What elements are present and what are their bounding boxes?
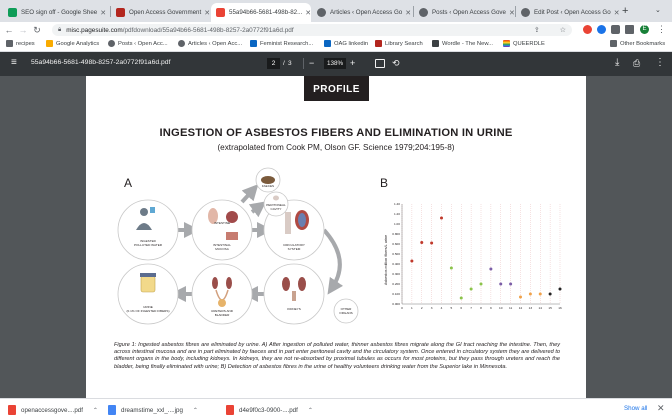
peritoneal-icon bbox=[273, 196, 279, 201]
sidebar-icon[interactable] bbox=[625, 25, 634, 34]
x-tick-label: 13 bbox=[528, 306, 533, 310]
print-icon[interactable]: ⎙ bbox=[633, 58, 641, 68]
linkedin-icon bbox=[324, 40, 331, 47]
x-tick-label: 14 bbox=[538, 306, 542, 310]
x-tick-label: 16 bbox=[558, 306, 562, 310]
data-point bbox=[430, 242, 433, 245]
pdf-page bbox=[86, 76, 586, 398]
total-pages: 3 bbox=[288, 60, 292, 67]
diagram-label-peritoneal: PERITONEAL bbox=[266, 203, 286, 207]
tab-title: Open Access Government bbox=[129, 9, 202, 16]
urine-cup-icon bbox=[140, 273, 156, 292]
chart-x-ticks bbox=[401, 306, 562, 310]
close-icon[interactable]: ✕ bbox=[204, 9, 211, 17]
show-all-downloads-link[interactable]: Show all bbox=[624, 405, 648, 412]
bookmark-label: Library Search bbox=[385, 40, 423, 47]
url-host: misc.pagesuite.com bbox=[66, 26, 123, 34]
queerdle-icon bbox=[503, 40, 510, 47]
data-point bbox=[519, 296, 522, 299]
y-tick-label: 0.600 bbox=[392, 242, 400, 246]
bookmark-label: Articles ‹ Open Acc... bbox=[188, 40, 243, 47]
diagram-label-urine: URINE bbox=[143, 305, 153, 309]
profile-banner: PROFILE bbox=[304, 76, 369, 101]
chevron-up-icon[interactable]: ⌃ bbox=[92, 407, 98, 414]
y-tick-label: 1.40 bbox=[393, 202, 400, 206]
bookmark-item[interactable] bbox=[6, 40, 35, 47]
chart-y-ticks bbox=[392, 202, 400, 306]
diagram-label-intestinal-mucosa: INTESTINAL bbox=[213, 243, 231, 247]
faeces-icon bbox=[261, 176, 275, 184]
tab-title: SEO sign off - Google Shee bbox=[21, 9, 98, 16]
close-icon[interactable]: ✕ bbox=[613, 9, 620, 17]
x-tick-label: 0 bbox=[401, 306, 403, 310]
wordpress-icon bbox=[108, 40, 115, 47]
download-icon[interactable]: ⤓ bbox=[615, 57, 620, 68]
y-tick-label: 0.100 bbox=[392, 292, 400, 296]
image-file-icon bbox=[108, 405, 116, 415]
tab-title: Articles ‹ Open Access Go bbox=[330, 9, 403, 16]
menu-hamburger-icon[interactable]: ≡ bbox=[11, 57, 17, 68]
asbestos-urine-scatter-chart bbox=[380, 198, 566, 322]
bookmark-label: Wordle - The New... bbox=[442, 40, 494, 47]
other-bookmarks[interactable] bbox=[610, 40, 665, 47]
y-tick-label: 0.000 bbox=[392, 302, 400, 306]
wordpress-icon bbox=[317, 8, 326, 17]
new-tab-button[interactable]: + bbox=[622, 5, 629, 17]
tab-seo-sign-off[interactable] bbox=[3, 3, 108, 22]
fit-page-icon[interactable] bbox=[375, 59, 385, 68]
pdf-file-icon bbox=[226, 405, 234, 415]
bookmark-item[interactable] bbox=[432, 40, 493, 47]
diagram-label-ureters: BLADDER bbox=[214, 312, 230, 317]
oag-icon bbox=[116, 8, 125, 17]
chart-grid bbox=[402, 204, 560, 304]
diagram-label-intestine: INTESTINE bbox=[213, 221, 231, 225]
chevron-up-icon[interactable]: ⌃ bbox=[307, 407, 313, 414]
pdf-toolbar bbox=[0, 52, 672, 76]
extension-icon[interactable] bbox=[583, 25, 592, 34]
bookmark-item[interactable] bbox=[178, 40, 242, 47]
wordpress-icon bbox=[419, 8, 428, 17]
y-tick-label: 1.00 bbox=[393, 222, 400, 226]
bookmark-label: Posts ‹ Open Acc... bbox=[118, 40, 168, 47]
x-tick-label: 1 bbox=[411, 306, 413, 310]
page-separator: / bbox=[283, 60, 285, 67]
download-item[interactable] bbox=[108, 403, 198, 417]
wordle-icon bbox=[432, 40, 439, 47]
pdf-filename: 55a94b66-5681-498b-8257-2a0772f91a6d.pdf bbox=[31, 59, 171, 66]
y-tick-label: 0.300 bbox=[392, 272, 400, 276]
download-item[interactable] bbox=[8, 403, 98, 417]
tab-articles[interactable] bbox=[312, 3, 412, 22]
diagram-label-other-organs: ORGANS bbox=[339, 310, 353, 315]
x-tick-label: 11 bbox=[509, 306, 513, 310]
zoom-in-button[interactable]: + bbox=[350, 58, 356, 68]
chart-y-axis-label: Asbestos million fibers/L urine bbox=[384, 234, 388, 286]
page-heading: INGESTION OF ASBESTOS FIBERS AND ELIMINATION IN URINE bbox=[159, 127, 513, 139]
bookmark-label: OAG linkedin bbox=[334, 40, 369, 47]
bookmark-label: QUEERDLE bbox=[513, 40, 545, 47]
download-item[interactable] bbox=[226, 403, 313, 417]
data-point bbox=[529, 293, 532, 296]
y-tick-label: 0.400 bbox=[392, 262, 400, 266]
folder-icon bbox=[6, 40, 13, 47]
data-point bbox=[450, 267, 453, 270]
y-tick-label: 0.500 bbox=[392, 252, 400, 256]
tab-search-icon[interactable]: ⌄ bbox=[655, 7, 661, 14]
panel-b-label: B bbox=[380, 176, 389, 190]
bookmark-star-icon[interactable]: ☆ bbox=[559, 27, 566, 34]
close-icon[interactable]: ✕ bbox=[657, 403, 665, 413]
figure-caption: Figure 1: Ingested asbestos fibres are eliminated by urine. A) After ingestion of polluted water, thinner asbestos fibres migrate along the GI tract reaching the intestine. Then, they across intestinal mucosa and are in part eliminated by faeces and in part enter peritoneal cavity and the circulatory system. Once entered in circulatory system they are delivered to different organs in the body, including kidneys. In kidneys, they are not re-absorbed by proximal tubules as occurs for most proteins, but they pass through ureters and reach the bladder, being finally eliminated with urine; B) Detection of asbestos fibres in the urine of healthy volunteers drinking water from the Superior lake in Minnesota. bbox=[114, 342, 560, 370]
menu-kebab-icon[interactable]: ⋮ bbox=[657, 24, 666, 34]
data-point bbox=[549, 293, 552, 296]
x-tick-label: 12 bbox=[518, 306, 523, 310]
asbestos-pathway-diagram bbox=[106, 160, 389, 340]
data-point bbox=[460, 297, 463, 300]
address-bar[interactable] bbox=[52, 24, 572, 36]
x-tick-label: 2 bbox=[420, 306, 423, 310]
tab-title: Edit Post ‹ Open Access Go bbox=[534, 9, 611, 16]
more-options-icon[interactable]: ⋮ bbox=[655, 57, 665, 68]
bookmark-label: Feminist Research... bbox=[260, 40, 314, 47]
zoom-out-button[interactable]: − bbox=[309, 58, 315, 68]
linkedin-icon bbox=[250, 40, 257, 47]
diagram-label-ureters: URETERS AND bbox=[210, 309, 234, 313]
arrow-to-peritoneal bbox=[252, 206, 260, 212]
y-tick-label: 0.800 bbox=[392, 232, 400, 236]
url-path: /pdfdownload/55a94b66-5681-498b-8257-2a0772f91a6d.pdf bbox=[122, 26, 294, 34]
downloads-bar bbox=[0, 398, 672, 420]
lock-icon: 🔒︎ bbox=[58, 26, 62, 33]
download-filename: openaccessgove....pdf bbox=[21, 406, 83, 414]
bookmark-label: recipes bbox=[16, 40, 35, 47]
x-tick-label: 15 bbox=[548, 306, 552, 310]
puzzle-icon[interactable] bbox=[611, 25, 620, 34]
x-tick-label: 4 bbox=[440, 306, 443, 310]
x-tick-label: 8 bbox=[480, 306, 482, 310]
diagram-label-ingest: POLLUTED WATER bbox=[133, 242, 163, 247]
pdf-icon bbox=[216, 8, 225, 17]
reload-icon[interactable]: ↻ bbox=[33, 25, 41, 35]
data-point bbox=[420, 241, 423, 244]
x-tick-label: 10 bbox=[499, 306, 503, 310]
library-icon bbox=[375, 40, 382, 47]
bookmark-item[interactable] bbox=[375, 40, 423, 47]
wordpress-icon bbox=[521, 8, 530, 17]
back-icon[interactable]: ← bbox=[4, 25, 14, 35]
data-point bbox=[509, 283, 512, 286]
arrow-circulatory-to-other bbox=[324, 230, 340, 288]
bookmark-item[interactable] bbox=[503, 40, 545, 47]
y-tick-label: 1.20 bbox=[393, 212, 400, 216]
address-bar-row bbox=[0, 22, 672, 38]
toolbar-divider bbox=[303, 58, 304, 69]
bookmark-item[interactable] bbox=[324, 40, 368, 47]
tab-title: Posts ‹ Open Access Gove bbox=[432, 9, 506, 16]
download-filename: d4e9f0c3-0900-....pdf bbox=[239, 406, 298, 414]
zoom-level-input[interactable]: 138% bbox=[324, 58, 346, 69]
diagram-label-peritoneal: CAVITY bbox=[270, 206, 282, 211]
bookmark-item[interactable] bbox=[46, 40, 99, 47]
page-subheading: (extrapolated from Cook PM, Olson GF. Science 1979;204:195-8) bbox=[217, 143, 455, 152]
tab-posts[interactable] bbox=[414, 3, 514, 22]
diagram-label-ingest: INGESTED bbox=[140, 239, 156, 243]
chart-points bbox=[410, 217, 561, 300]
sheets-icon bbox=[8, 8, 17, 17]
x-tick-label: 7 bbox=[470, 306, 472, 310]
data-point bbox=[489, 268, 492, 271]
diagram-label-intestinal-mucosa: MUCOSA bbox=[215, 246, 229, 251]
data-point bbox=[480, 283, 483, 286]
data-point bbox=[440, 217, 443, 220]
panel-a-label: A bbox=[124, 176, 133, 190]
data-point bbox=[410, 260, 413, 263]
chevron-up-icon[interactable]: ⌃ bbox=[192, 407, 198, 414]
diagram-label-other-organs: OTHER bbox=[340, 307, 352, 311]
arrow-to-faeces bbox=[242, 190, 253, 202]
folder-icon bbox=[610, 40, 617, 47]
page-number-input[interactable]: 2 bbox=[267, 58, 280, 69]
x-tick-label: 6 bbox=[460, 306, 463, 310]
x-tick-label: 3 bbox=[430, 306, 433, 310]
bookmark-label: Google Analytics bbox=[56, 40, 100, 47]
diagram-label-circulatory: SYSTEM bbox=[287, 246, 301, 251]
wordpress-icon bbox=[178, 40, 185, 47]
bookmarks-bar bbox=[0, 38, 672, 52]
share-icon[interactable]: ⇪ bbox=[533, 27, 540, 34]
data-point bbox=[559, 288, 562, 291]
tab-pdf-active[interactable] bbox=[211, 3, 311, 22]
pdf-file-icon bbox=[8, 405, 16, 415]
diagram-label-faeces: FAECES bbox=[261, 184, 275, 188]
analytics-icon bbox=[46, 40, 53, 47]
bookmark-item[interactable] bbox=[250, 40, 313, 47]
close-icon[interactable]: ✕ bbox=[405, 9, 412, 17]
forward-icon[interactable]: → bbox=[18, 25, 28, 35]
tab-title: 55a94b66-5681-498b-82... bbox=[229, 9, 303, 16]
tab-open-access-government[interactable] bbox=[111, 3, 211, 22]
intestine-node bbox=[192, 200, 252, 260]
bookmark-item[interactable] bbox=[108, 40, 168, 47]
bookmark-label: Other Bookmarks bbox=[620, 40, 666, 47]
rotate-icon[interactable]: ⟲ bbox=[392, 58, 400, 68]
extension-icon[interactable] bbox=[597, 25, 606, 34]
y-tick-label: 0.200 bbox=[392, 282, 400, 286]
tab-strip bbox=[0, 0, 672, 22]
diagram-label-urine: (0.1% OF INGESTED FIBERS) bbox=[126, 308, 170, 313]
tab-edit-post[interactable] bbox=[516, 3, 620, 22]
data-point bbox=[539, 293, 542, 296]
profile-avatar[interactable]: E bbox=[640, 25, 649, 34]
close-icon[interactable]: ✕ bbox=[508, 9, 515, 17]
data-point bbox=[499, 283, 502, 286]
close-icon[interactable]: ✕ bbox=[100, 9, 107, 17]
x-tick-label: 9 bbox=[490, 306, 492, 310]
diagram-label-kidneys: KIDNEYS bbox=[287, 307, 301, 311]
x-tick-label: 5 bbox=[450, 306, 453, 310]
download-filename: dreamstime_xxl_....jpg bbox=[121, 406, 183, 414]
diagram-label-circulatory: CIRCULATORY bbox=[283, 243, 305, 247]
close-icon[interactable]: ✕ bbox=[305, 9, 312, 17]
data-point bbox=[470, 288, 473, 291]
